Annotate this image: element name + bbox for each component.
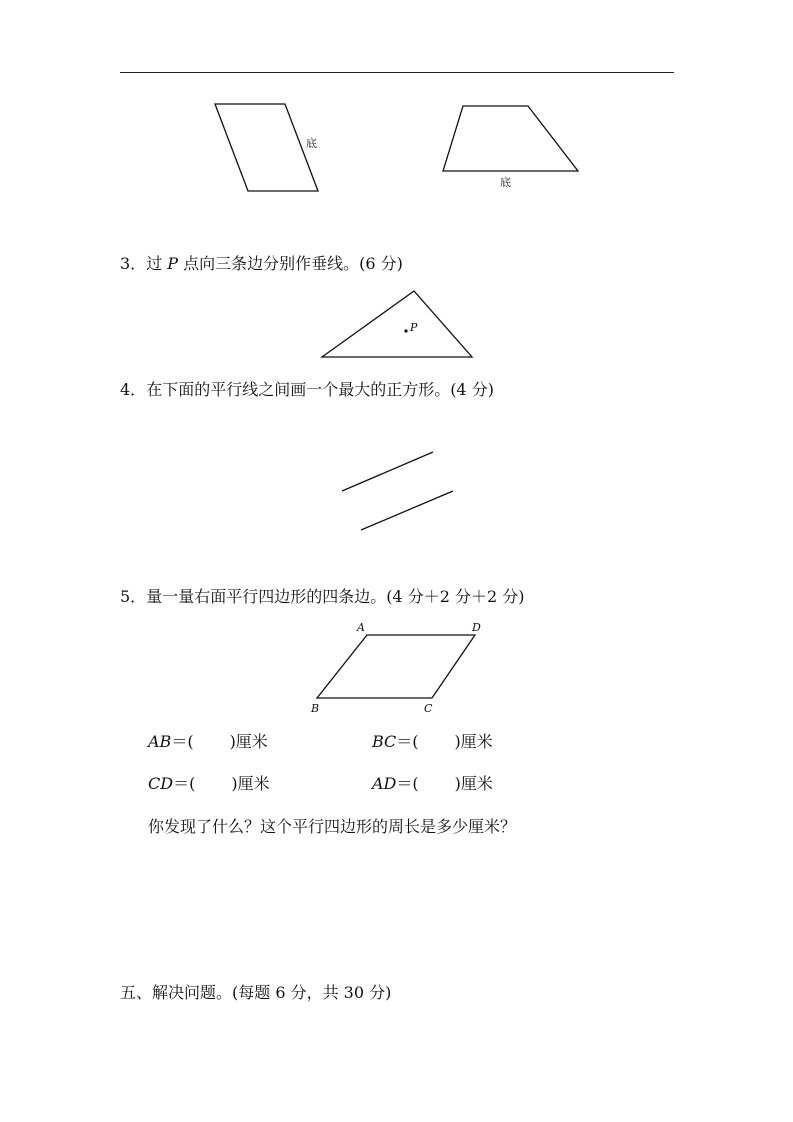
answer-ab [148, 732, 268, 752]
question-3-point: P [167, 254, 179, 273]
answer-bc [372, 732, 493, 752]
vertex-a-label: A [357, 621, 365, 634]
answer-bc-unit: )厘米 [454, 732, 493, 751]
vertex-c-label: C [424, 702, 433, 715]
triangle-shape [322, 291, 472, 357]
point-p-dot [404, 329, 407, 332]
parallel-lines-figure [0, 440, 793, 540]
question-5 [120, 587, 524, 607]
question-4-number: 4． [120, 380, 147, 399]
trapezoid-base-label: 底 [500, 176, 511, 189]
trapezoid-shape [443, 106, 578, 171]
answer-cd-eq: ＝( [173, 774, 196, 793]
vertex-d-label: D [472, 621, 481, 634]
triangle-figure [0, 280, 793, 370]
top-figures [0, 0, 793, 220]
answer-cd [148, 774, 270, 794]
parallelogram-abcd-figure [0, 615, 793, 720]
section-5-title: 五、解决问题。(每题 6 分，共 30 分) [120, 983, 392, 1002]
question-3-text: 点向三条边分别作垂线。(6 分) [178, 254, 403, 273]
answer-ad [372, 774, 493, 794]
question-5-number: 5． [120, 587, 147, 606]
question-4-text: 在下面的平行线之间画一个最大的正方形。(4 分) [146, 380, 494, 399]
answer-bc-eq: ＝( [396, 732, 419, 751]
answer-ab-segment: AB [148, 732, 172, 751]
parallelogram-shape [215, 104, 318, 191]
question-3 [120, 254, 403, 274]
question-3-pre: 过 [146, 254, 168, 273]
answer-ab-eq: ＝( [171, 732, 194, 751]
question-4 [120, 380, 494, 400]
parallelogram-abcd-shape [317, 635, 475, 698]
answer-cd-unit: )厘米 [231, 774, 270, 793]
parallel-line-lower [361, 491, 453, 530]
answer-ad-unit: )厘米 [454, 774, 493, 793]
answer-ab-unit: )厘米 [229, 732, 268, 751]
question-3-number: 3． [120, 254, 147, 273]
vertex-b-label: B [311, 702, 320, 715]
point-p-label: P [410, 321, 418, 334]
question-5-text: 量一量右面平行四边形的四条边。(4 分＋2 分＋2 分) [146, 587, 525, 606]
parallel-line-upper [342, 452, 433, 491]
answer-ad-segment: AD [372, 774, 397, 793]
answer-ad-eq: ＝( [396, 774, 419, 793]
parallelogram-base-label: 底 [306, 137, 317, 150]
question-5-followup: 你发现了什么？这个平行四边形的周长是多少厘米？ [148, 817, 517, 836]
answer-bc-segment: BC [372, 732, 397, 751]
answer-cd-segment: CD [148, 774, 174, 793]
